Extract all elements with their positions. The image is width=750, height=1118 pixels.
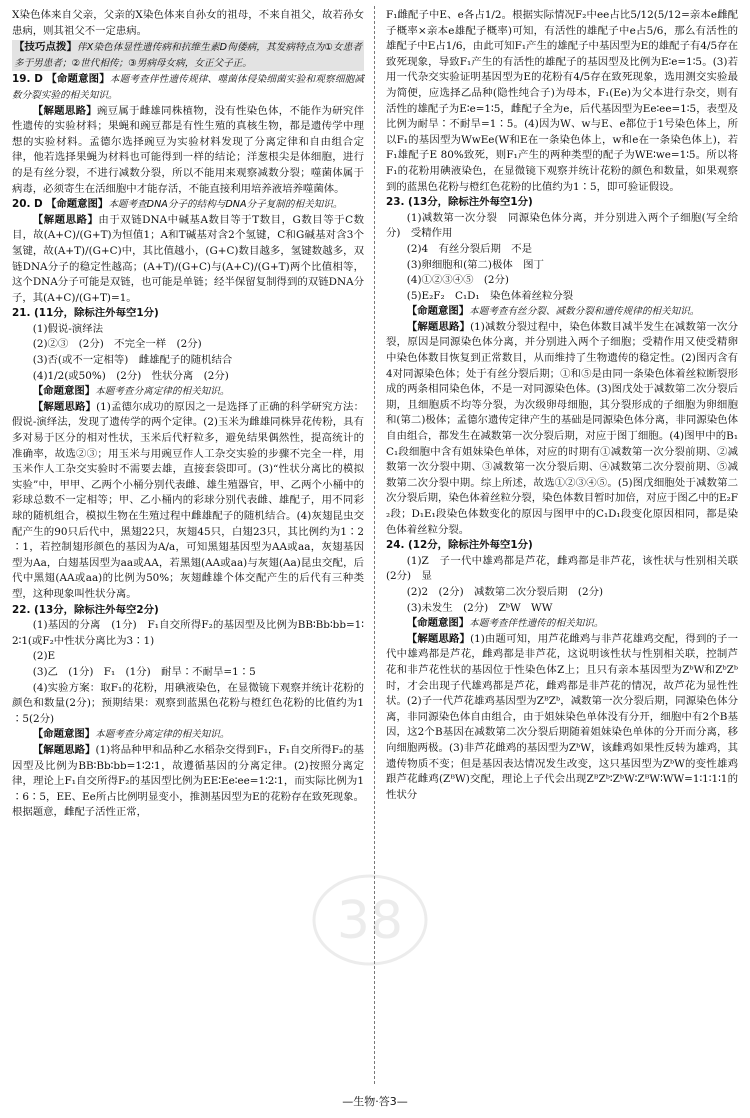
question-24-intent: 【命题意图】本题考查伴性遗传的相关知识。 (406, 617, 604, 630)
question-21-analysis: 【解题思路】(1)孟德尔成功的原因之一是选择了正确的科学研究方法：假说-演绎法，发现了遗传学的两个定律。(2)玉米为雌雄同株异花传粉，具有多对易于区分的相对性状，玉米后代籽粒多，避免结果偶然性，提高统计的准确率，故选②③；用玉米与用豌豆作人工杂交实验的步骤不完全一样，用玉米作人工杂交实验时不需要去雄，直接套袋即可。(3)“性状分离比的模拟实验”中，甲甲、乙两个小桶分别代表雌、雄生殖器官，甲、乙两个小桶中的彩球总数不一定相等；甲、乙小桶内的彩球分别代表雌、雄配子，用不同彩球的随机组合，模拟生物在生殖过程中雌雄配子的随机结合。(4)灰翅昆虫交配产生的90只后代中，黑翅22只，灰翅45只，白翅23只，其比例约为1∶2∶1，若控制翅形颜色的基因为A/a，可知黑翅基因型为AA或aa，灰翅基因型为Aa，白翅基因型为aa或AA，若黑翅(AA或aa)与灰翅(Aa)昆虫交配，后代中黑翅(AA或aa)的比例为50%；灰翅雌雄个体交配产生的后代有三种类型，这种现象叫性状分离。 (12, 400, 364, 600)
tip-text: 伴X染色体显性遗传病和抗维生素D佝偻病，其发病特点为①女患者多于男患者；②世代相传；③男病母女病，女正父子正。 (14, 42, 363, 69)
question-19-analysis: 【解题思路】豌豆属于雌雄同株植物，没有性染色体，不能作为研究伴性遗传的实验材料；果蝇和豌豆都是有性生殖的真核生物，都是遗传学中理想的实验材料。孟德尔选择豌豆为实验材料发现了分离定律和自由组合定律，他若选择果蝇为材料也可能得到一样的结论；洋葱根尖是体细胞，进行的是有丝分裂，不进行减数分裂，所以不能用来观察减数分裂；噬菌体属于病毒，必须寄生在活细胞中才能存活，不能直接利用培养液培养噬菌体。 (12, 104, 365, 195)
answer-line: (4)实验方案：取F₁的花粉，用碘液染色，在显微镜下观察并统计花粉的颜色和数量(2分)；预期结果：观察到蓝黑色花粉与橙红色花粉的比值约为1∶5(2分) (12, 681, 364, 725)
question-24-head: 24. (12分，除标注外每空1分) (386, 539, 533, 552)
answer-line: (4)1/2(或50%) (2分) 性状分离 (2分) (32, 369, 229, 382)
svg-text:38: 38 (336, 891, 404, 951)
answer-line: (1)Z 子一代中雄鸡都是芦花，雌鸡都是非芦花，该性状与性别相关联 (2分) 显 (386, 554, 749, 583)
question-21-head: 21. (11分，除标注外每空1分) (12, 307, 159, 320)
intro-text: X染色体来自父亲，父亲的X染色体来自孙女的祖母，不来自祖父，故若孙女患病，则其祖父不一定患病。 (12, 9, 364, 37)
tip-box (12, 40, 364, 71)
question-22-head: 22. (13分，除标注外每空2分) (12, 603, 159, 616)
watermark-logo (310, 870, 430, 970)
tip-label: 【技巧点拨】 (14, 41, 78, 54)
answer-line: (3)乙 (1分) F₁ (1分) 耐旱∶不耐旱=1∶5 (32, 665, 256, 678)
question-21-intent: 【命题意图】本题考查分离定律的相关知识。 (32, 385, 230, 398)
answer-line: (3)卵细胞和(第二)极体 图丁 (406, 258, 544, 271)
question-24-analysis: 【解题思路】(1)由题可知，用芦花雌鸡与非芦花雄鸡交配，得到的子一代中雄鸡都是芦花，雌鸡都是非芦花，这说明该性状与性别相关联，控制芦花和非芦花性状的基因位于性染色体Z上；且只有亲本基因型为ZᵇW和ZᵇZᵇ时，才会出现子代雄鸡都是芦花，雌鸡都是非芦花的情况，故芦花为显性性状。(2)子一代芦花雄鸡基因型为ZᴮZᵇ，减数第一次分裂后期，同源染色体分离，非同源染色体自由组合，由于姐妹染色单体没有分开，细胞中有2个B基因，这2个B基因在减数第二次分裂后期随着姐妹染色单体的分开而分离，移向细胞两极。(3)非芦花雌鸡的基因型为ZᵇW，该雌鸡如果性反转为雄鸡，其遗传物质不变；但是基因表达情况发生改变，这只基因型为ZᵇW的变性雄鸡跟芦花雌鸡(ZᴮW)交配，理论上子代会出现ZᴮZᵇ∶ZᵇW∶ZᴮW∶WW=1∶1∶1∶1的性状分 (386, 632, 738, 801)
left-column (12, 8, 364, 821)
answer-line: (2)②③ (2分) 不完全一样 (2分) (32, 338, 202, 351)
question-22-continued: F₁雌配子中E、e各占1/2。根据实际情况F₂中ee占比5/12(5/12=亲本e雌配子概率×亲本e雄配子概率)可知，有活性的雄配子中e占5/6，那么有活性的雄配子中E占1/6，由此可知F₁产生的雄配子中基因型为E的雄配子有4/5存在致死现象，导致F₁产生的有活性的雄配子的基因型及比例为E∶e=1∶5。(3)若用一代杂交实验证明基因型为E的花粉有4/5存在致死现象，选用测交实验最为简便，应选择乙品种(隐性纯合子)为母本，F₁(Ee)为父本进行杂交，则有活性的雄配子为E∶e=1∶5，雌配子全为e，后代基因型为Ee∶ee=1∶5，表型及比例为耐旱∶不耐旱=1∶5。(4)因为W、w与E、e都位于1号染色体上，所以F₁的基因型为WwEe(W和E在一条染色体上，w和e在一条染色体上)，若F₁雄配子E 80%致死，则F₁产生的两种类型的配子为WE∶we=1∶5。所以将F₁的花粉用碘液染色，在显微镜下观察并统计花粉的颜色和数量，如果观察到的蓝黑色花粉与橙红色花粉的比值约为1∶5，即可验证假设。 (386, 9, 738, 193)
page-footer: —生物·答3— (342, 1095, 408, 1108)
answer-line: (1)假说-演绎法 (32, 322, 103, 335)
right-column (386, 8, 749, 803)
question-22-analysis: 【解题思路】(1)将品种甲和品种乙水稻杂交得到F₁，F₁自交所得F₂的基因型及比例为BB∶Bb∶bb=1∶2∶1，故遵循基因的分离定律。(2)按照分离定律，理论上F₁自交所得F₂的基因型比例为EE∶Ee∶ee=1∶2∶1，而实际比例为1∶6∶5，EE、Ee所占比例明显变小，推测基因型为E的花粉存在致死现象。根据题意，雌配子活性正常， (12, 743, 365, 819)
answer-line: (5)E₂F₂ C₁D₁ 染色体着丝粒分裂 (406, 289, 574, 302)
question-23-head: 23. (13分，除标注外每空1分) (386, 196, 533, 209)
answer-line: (3)否(或不一定相等) 雌雄配子的随机结合 (32, 354, 233, 367)
answer-line: (4)①②③④⑤ (2分) (406, 274, 509, 287)
question-23-intent: 【命题意图】本题考查有丝分裂、减数分裂和遗传规律的相关知识。 (406, 305, 700, 318)
answer-line: (2)2 (2分) 减数第二次分裂后期 (2分) (406, 585, 604, 598)
answer-line: (1)基因的分离 (1分) F₁自交所得F₂的基因型及比例为BB∶Bb∶bb=1∶2∶1(或F₂中性状分离比为3∶1) (12, 619, 364, 647)
question-20-analysis: 【解题思路】由于双链DNA中碱基A数目等于T数目，G数目等于C数目，故(A+C)/(G+T)为恒值1；A和T碱基对含2个氢键，C和G碱基对含3个氢键，故(A+T)/(G+C)中，其比值越小，(G+C)数目越多，氢键数越多，双链DNA分子的稳定性越高；(A+T)/(G+C)与(A+C)/(G+T)两个比值相等，这个DNA分子可能是双链，也可能是单链；经半保留复制得到的双链DNA分子，其(A+C)/(G+T)=1。 (12, 213, 365, 304)
answer-line: (2)E (32, 650, 56, 663)
answer-line: (2)4 有丝分裂后期 不是 (406, 242, 533, 255)
question-23-analysis: 【解题思路】(1)减数分裂过程中，染色体数目减半发生在减数第一次分裂，原因是同源染色体分离，并分别进入两个子细胞；受精作用又使受精卵中染色体数目恢复到正常数目，从而维持了生物遗传的稳定性。(2)图丙含有4对同源染色体；处于有丝分裂后期；①和⑤是由同一条染色体着丝粒断裂形成的两条相同染色体，不是一对同源染色体。(3)图戊处于减数第二次分裂后期，且细胞质不均等分裂，为次级卵母细胞，其分裂形成的子细胞为卵细胞和(第二)极体；孟德尔遗传定律产生的基础是同源染色体分离，非同源染色体自由组合，都发生在减数第一次分裂后期，对应于图丁细胞。(4)图甲中的B₁C₁段细胞中含有姐妹染色单体，对应的时期有①减数第一次分裂前期、②减数第一次分裂中期、③减数第一次分裂后期、④减数第二次分裂前期、⑤减数第二次分裂中期。综上所述，故选①②③④⑤。(5)图戊细胞处于减数第二次分裂后期，染色体着丝粒分裂，染色体数目暂时加倍，对应于图乙中的E₂F₂段；D₁E₁段染色体数变化的原因与图甲中的C₁D₁段变化原因相同，都是染色体着丝粒分裂。 (386, 320, 738, 536)
question-19-head: 19. D 【命题意图】本题考查伴性遗传规律、噬菌体侵染细菌实验和观察细胞减数分裂实验的相关知识。 (12, 73, 364, 101)
question-22-intent: 【命题意图】本题考查分离定律的相关知识。 (32, 728, 230, 741)
question-20-head: 20. D 【命题意图】本题考查DNA分子的结构与DNA分子复制的相关知识。 (12, 198, 343, 211)
answer-line: (3)未发生 (2分) ZᵇW WW (406, 601, 553, 614)
answer-line: (1)减数第一次分裂 同源染色体分离，并分别进入两个子细胞(写全给分) 受精作用 (386, 211, 738, 240)
